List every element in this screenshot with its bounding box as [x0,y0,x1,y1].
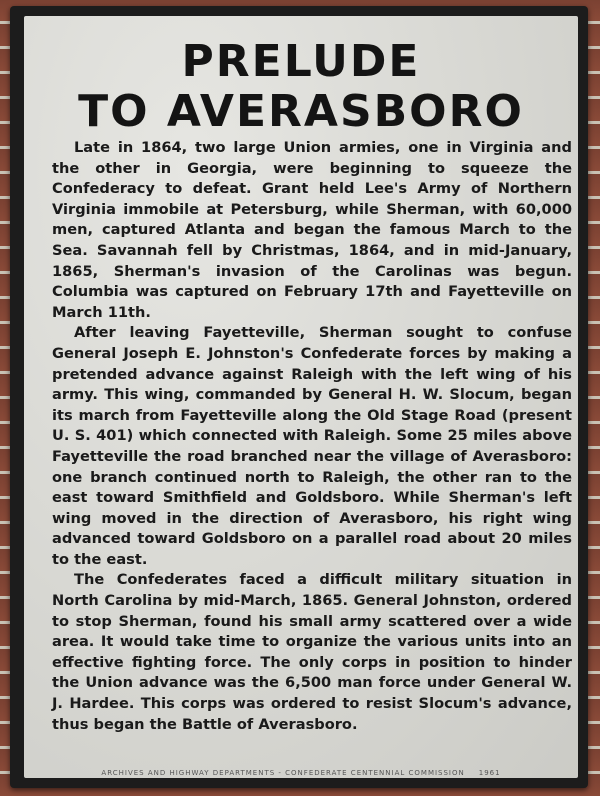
plaque-paragraph-2: After leaving Fayetteville, Sherman sought to confuse General Joseph E. Johnston's Confederate forces by making a pretended advance against Raleigh with the left wing of his army. This wing, commanded by General H. W. Slocum, began its march from Fayetteville along the Old Stage Road (present U. S. 401) which connected with Raleigh. Some 25 miles above Fayetteville the road branched near the village of Averasboro: one branch continued north to Raleigh, the other ran to the east toward Smithfield and Goldsboro. While Sherman's left wing moved in the direction of Averasboro, his right wing advanced toward Goldsboro on a parallel road about 20 miles to the east. [52,324,572,568]
historical-marker-plaque [10,6,588,788]
plaque-title-line-2: TO AVERASBORO [78,86,524,137]
plaque-paragraph-3: The Confederates faced a difficult military situation in North Carolina by mid-March, 1865. General Johnston, ordered to stop Sherman, found his small army scattered over a wide area. It would take time to organize the various units into an effective fighting force. The only corps in position to hinder the Union advance was the 6,500 man force under General W. J. Hardee. This corps was ordered to resist Slocum's advance, thus began the Battle of Averasboro. [52,571,572,733]
plaque-footer-text: ARCHIVES AND HIGHWAY DEPARTMENTS - CONFEDERATE CENTENNIAL COMMISSION [101,769,465,777]
plaque-face [24,16,578,778]
plaque-title-line-1: PRELUDE [181,36,421,87]
plaque-body [52,138,572,735]
plaque-paragraph-1: Late in 1864, two large Union armies, one in Virginia and the other in Georgia, were beginning to squeeze the Confederacy to defeat. Grant held Lee's Army of Northern Virginia immobile at Petersburg, while Sherman, with 60,000 men, captured Atlanta and began the famous March to the Sea. Savannah fell by Christmas, 1864, and in mid-January, 1865, Sherman's invasion of the Carolinas was begun. Columbia was captured on February 17th and Fayetteville on March 11th. [52,139,572,321]
plaque-footer-code: 1961 [478,769,501,777]
plaque-footer [24,769,578,777]
